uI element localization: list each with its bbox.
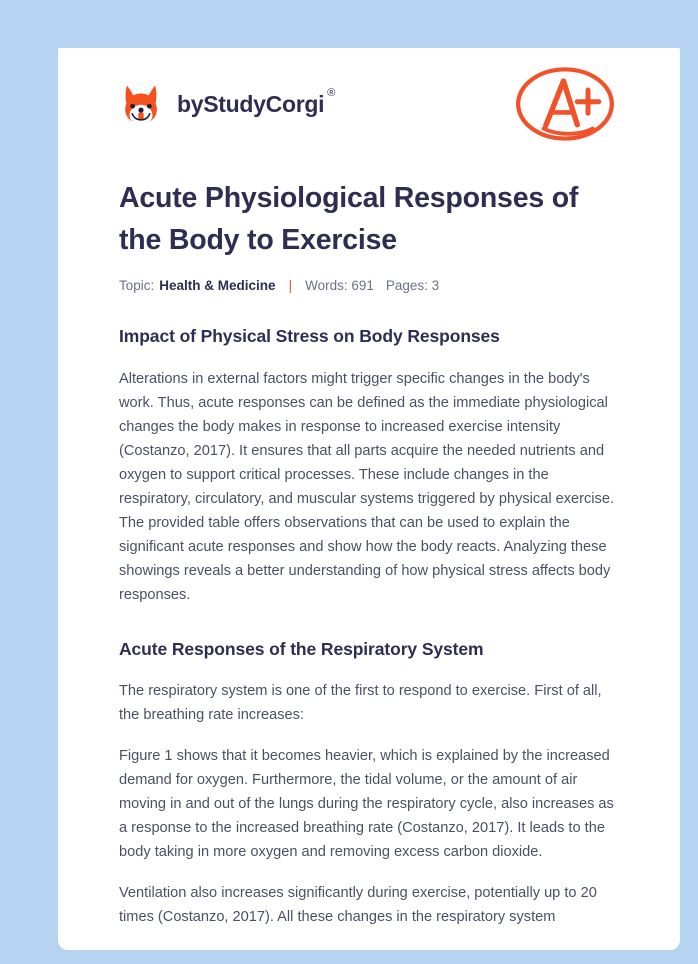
section-2-paragraph-3: Ventilation also increases significantly during exercise, potentially up to 20 times (Costanzo, 2017). All these changes in the respiratory system [119,885,597,926]
word-count: Words: 691 [305,277,374,293]
section-2-paragraph-1: The respiratory system is one of the first to respond to exercise. First of all, the breathing rate increases: [119,683,602,724]
document-page [58,48,680,950]
section-heading-1: Impact of Physical Stress on Body Responses [119,325,500,346]
studycorgi-brand[interactable] [119,82,335,126]
section-1-paragraph-1: Alterations in external factors might trigger specific changes in the body's work. Thus, acute responses can be defined as the immediate physiological changes the body makes in response to increased exercise intensity (Costanzo, 2017). It ensures that all parts acquire the needed nutrients and oxygen to support critical processes. These include changes in the respiratory, circulatory, and muscular systems triggered by physical exercise. The provided table offers observations that can be used to explain the significant acute responses and show how the body reacts. Analyzing these showings reveals a better understanding of how physical stress affects body responses. [119,370,615,603]
section-2-paragraph-2: Figure 1 shows that it becomes heavier, which is explained by the increased demand for oxygen. Furthermore, the tidal volume, or the amount of air moving in and out of the lungs during the respiratory cycle, also increases as a response to the increased breathing rate (Costanzo, 2017). It leads to the body taking in more oxygen and removing excess carbon dioxide. [119,748,614,861]
topic-value-link[interactable]: Health & Medicine [159,277,276,293]
brand-prefix: by [177,90,204,117]
meta-separator: | [288,277,293,293]
page-count: Pages: 3 [385,277,440,293]
registered-trademark-icon: ® [327,86,336,99]
page-title: Acute Physiological Responses of the Body to Exercise [119,182,579,256]
brand-name: StudyCorgi [203,90,325,117]
a-plus-badge-icon [511,61,619,147]
section-heading-2: Acute Responses of the Respiratory System [119,638,484,659]
corgi-logo-icon [119,82,163,126]
topic-label: Topic: [119,277,155,293]
document-header [119,48,619,156]
document-content [58,48,680,929]
brand-wordmark [177,86,336,117]
document-meta [119,278,619,294]
